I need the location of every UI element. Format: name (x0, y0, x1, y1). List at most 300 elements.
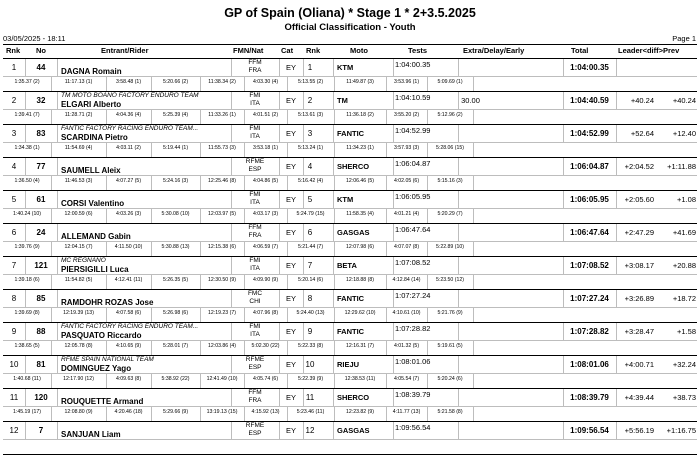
federation: FFM (248, 224, 262, 231)
race-number: 61 (36, 195, 46, 204)
category-rank: 4 (307, 162, 313, 171)
column-divider (393, 389, 394, 406)
motorcycle: KTM (337, 195, 354, 204)
col-no: No (36, 46, 46, 55)
rank: 9 (11, 327, 17, 336)
column-divider (57, 191, 58, 208)
nationality: FRA (248, 397, 262, 404)
split-time: 5:22.33 (8) (297, 343, 324, 349)
column-divider (563, 224, 564, 241)
category: EY (285, 261, 296, 270)
column-divider (57, 422, 58, 439)
category-rank: 7 (307, 261, 313, 270)
fmn-nat (231, 224, 279, 240)
leader-diff: +2:04.52 (624, 162, 654, 171)
split-time: 3:53.18 (1) (252, 145, 279, 151)
fmn-nat (231, 323, 279, 339)
split-column-divider (334, 242, 335, 256)
column-divider (458, 323, 459, 340)
category-rank: 1 (307, 63, 313, 72)
rank: 12 (9, 426, 19, 435)
split-time: 12:41.49 (10) (206, 376, 238, 382)
split-time: 5:19.61 (5) (437, 343, 463, 349)
column-divider (458, 257, 459, 274)
split-time: 12:19.23 (7) (208, 310, 236, 316)
category: EY (285, 228, 296, 237)
column-divider (563, 356, 564, 373)
split-column-divider (287, 143, 288, 157)
nationality: ESP (248, 430, 262, 437)
race-number: 85 (36, 294, 46, 303)
column-divider (333, 59, 334, 76)
split-time: 4:09.63 (8) (115, 376, 142, 382)
split-time: 5:09.69 (1) (437, 79, 463, 85)
split-time: 4:02.05 (6) (393, 178, 420, 184)
split-time: 5:02.30 (22) (251, 343, 280, 349)
column-divider (57, 224, 58, 241)
split-column-divider (287, 209, 288, 223)
split-column-divider (334, 77, 335, 91)
category-rank: 10 (305, 360, 315, 369)
column-divider (616, 125, 617, 142)
team-name: TM MOTO BOANO FACTORY ENDURO TEAM (61, 92, 199, 99)
split-time: 5:22.39 (9) (297, 376, 324, 382)
column-divider (616, 389, 617, 406)
split-divider (3, 406, 697, 407)
motorcycle: GASGAS (337, 426, 370, 435)
column-divider (333, 125, 334, 142)
split-time: 5:26.35 (5) (162, 277, 189, 283)
split-column-divider (151, 143, 152, 157)
race-number: 77 (36, 162, 46, 171)
split-time: 5:16.42 (4) (297, 178, 324, 184)
split-time: 1:40.24 (10) (13, 211, 41, 217)
tests-time: 1:09:56.54 (395, 423, 431, 432)
prev-diff: +1.08 (677, 195, 696, 204)
split-time: 12:38.53 (11) (344, 376, 376, 382)
rider-name: SAUMELL Aleix (61, 166, 121, 175)
federation: FMI (249, 257, 261, 264)
leader-diff: +3:28.47 (624, 327, 654, 336)
split-time: 5:30.88 (13) (161, 244, 190, 250)
split-time: 5:24.16 (3) (162, 178, 189, 184)
split-time: 1:45.19 (17) (13, 409, 41, 415)
rank: 3 (11, 129, 17, 138)
split-time: 5:19.44 (1) (162, 145, 189, 151)
split-time: 4:07.96 (8) (252, 310, 279, 316)
split-time: 5:21.58 (8) (437, 409, 463, 415)
split-column-divider (386, 407, 387, 421)
split-column-divider (51, 308, 52, 322)
column-divider (57, 125, 58, 142)
page-title: GP of Spain (Oliana) * Stage 1 * 2+3.5.2025 (224, 6, 476, 20)
split-column-divider (244, 176, 245, 190)
rider-name: DAGNA Romain (61, 67, 122, 76)
split-column-divider (106, 242, 107, 256)
leader-diff: +4:39.44 (624, 393, 654, 402)
split-time: 5:20.24 (6) (437, 376, 463, 382)
column-divider (616, 257, 617, 274)
split-column-divider (151, 308, 152, 322)
split-time: 4:15.92 (13) (251, 409, 280, 415)
split-time: 4:10.65 (9) (115, 343, 142, 349)
column-divider (393, 290, 394, 307)
motorcycle: BETA (337, 261, 357, 270)
split-time: 1:39.18 (6) (14, 277, 40, 283)
split-time: 5:28.06 (15) (436, 145, 464, 151)
race-number: 44 (36, 63, 46, 72)
column-divider (333, 356, 334, 373)
split-column-divider (287, 374, 288, 388)
rank: 6 (11, 228, 17, 237)
split-column-divider (473, 77, 474, 91)
split-time: 5:24.79 (15) (296, 211, 325, 217)
split-time: 4:07.07 (8) (393, 244, 420, 250)
category: EY (285, 426, 296, 435)
federation: FMI (249, 92, 261, 99)
page-number: Page 1 (672, 34, 696, 43)
motorcycle: FANTIC (337, 294, 365, 303)
nationality: FRA (248, 232, 262, 239)
split-time: 11:17.13 (1) (64, 79, 93, 85)
split-time: 4:09.90 (9) (252, 277, 279, 283)
prev-diff: +1:16.75 (666, 426, 696, 435)
split-time: 3:58.48 (1) (115, 79, 142, 85)
split-divider (3, 340, 697, 341)
split-time: 12:29.62 (10) (344, 310, 376, 316)
motorcycle: TM (337, 96, 348, 105)
column-divider (458, 389, 459, 406)
federation: FMI (249, 191, 261, 198)
split-column-divider (287, 308, 288, 322)
nationality: ITA (250, 265, 260, 272)
tests-time: 1:04:00.35 (395, 60, 431, 69)
split-time: 12:18.88 (8) (346, 277, 374, 283)
team-name: FANTIC FACTORY RACING ENDURO TEAM... (61, 323, 199, 330)
split-time: 1:38.65 (5) (14, 343, 40, 349)
split-column-divider (244, 143, 245, 157)
table-row (3, 224, 697, 257)
split-column-divider (287, 275, 288, 289)
split-column-divider (473, 176, 474, 190)
fmn-nat (231, 356, 279, 372)
split-column-divider (386, 77, 387, 91)
split-column-divider (427, 143, 428, 157)
split-column-divider (386, 143, 387, 157)
fmn-nat (231, 389, 279, 405)
split-column-divider (51, 143, 52, 157)
split-time: 4:20.46 (18) (114, 409, 143, 415)
column-divider (333, 257, 334, 274)
split-column-divider (151, 374, 152, 388)
split-time: 5:20.29 (7) (437, 211, 463, 217)
split-column-divider (51, 176, 52, 190)
table-row (3, 158, 697, 191)
column-divider (333, 92, 334, 109)
split-column-divider (244, 242, 245, 256)
table-header (3, 45, 697, 59)
rider-name: SANJUAN Liam (61, 430, 121, 439)
race-number: 24 (36, 228, 46, 237)
column-divider (458, 158, 459, 175)
split-column-divider (151, 275, 152, 289)
col-fmn: FMN/Nat (233, 46, 264, 55)
column-divider (563, 125, 564, 142)
split-time: 4:04.86 (5) (252, 178, 279, 184)
split-time: 12:17.90 (12) (63, 376, 94, 382)
table-row (3, 257, 697, 290)
split-column-divider (386, 209, 387, 223)
split-column-divider (473, 110, 474, 124)
split-column-divider (51, 407, 52, 421)
split-column-divider (244, 110, 245, 124)
split-column-divider (287, 341, 288, 355)
column-divider (393, 257, 394, 274)
split-column-divider (427, 374, 428, 388)
split-column-divider (386, 176, 387, 190)
team-name: RFME SPAIN NATIONAL TEAM (61, 356, 154, 363)
split-time: 12:03.86 (4) (208, 343, 236, 349)
motorcycle: FANTIC (337, 327, 365, 336)
rider-name: ROUQUETTE Armand (61, 397, 144, 406)
split-divider (3, 439, 697, 440)
split-time: 4:12.84 (14) (392, 277, 421, 283)
split-time: 1:39.69 (8) (14, 310, 40, 316)
split-divider (3, 109, 697, 110)
rank: 2 (11, 96, 17, 105)
split-column-divider (244, 374, 245, 388)
split-column-divider (151, 209, 152, 223)
column-divider (563, 92, 564, 109)
split-column-divider (334, 308, 335, 322)
split-time: 4:03.30 (4) (252, 79, 279, 85)
split-time: 11:58.35 (4) (346, 211, 374, 217)
split-column-divider (473, 407, 474, 421)
tests-time: 1:08:39.79 (395, 390, 431, 399)
split-time: 5:20.66 (2) (162, 79, 189, 85)
prev-diff: +41.69 (672, 228, 696, 237)
split-column-divider (244, 209, 245, 223)
column-divider (563, 257, 564, 274)
column-divider (333, 191, 334, 208)
split-column-divider (386, 374, 387, 388)
leader-diff: +52.64 (630, 129, 654, 138)
split-divider (3, 307, 697, 308)
table-row (3, 92, 697, 125)
federation: FMC (247, 290, 263, 297)
split-time: 5:20.14 (6) (297, 277, 324, 283)
total-time: 1:06:04.87 (570, 162, 609, 171)
split-time: 5:12.96 (2) (437, 112, 463, 118)
split-time: 5:30.08 (10) (161, 211, 190, 217)
column-divider (57, 389, 58, 406)
page-subtitle: Official Classification - Youth (284, 22, 416, 33)
category: EY (285, 294, 296, 303)
federation: FFM (248, 59, 262, 66)
rank: 7 (11, 261, 17, 270)
split-time: 4:01.32 (5) (393, 343, 420, 349)
col-rnk2: Rnk (306, 46, 321, 55)
split-column-divider (386, 110, 387, 124)
split-column-divider (287, 110, 288, 124)
split-column-divider (427, 275, 428, 289)
column-divider (616, 422, 617, 439)
column-divider (458, 290, 459, 307)
split-time: 12:19.39 (13) (63, 310, 94, 316)
motorcycle: SHERCO (337, 162, 370, 171)
split-time: 4:03.11 (2) (116, 145, 141, 151)
split-time: 1:35.37 (2) (14, 79, 40, 85)
split-time: 5:38.92 (22) (161, 376, 190, 382)
split-time: 3:57.93 (3) (393, 145, 420, 151)
prev-diff: +1.58 (677, 327, 696, 336)
split-column-divider (200, 143, 201, 157)
split-column-divider (244, 341, 245, 355)
race-number: 7 (38, 426, 44, 435)
split-column-divider (151, 176, 152, 190)
column-divider (333, 158, 334, 175)
column-divider (57, 158, 58, 175)
split-column-divider (106, 275, 107, 289)
split-time: 12:03.97 (5) (208, 211, 236, 217)
split-column-divider (427, 341, 428, 355)
split-column-divider (334, 374, 335, 388)
rider-name: PASQUATO Riccardo (61, 331, 142, 340)
column-divider (458, 191, 459, 208)
split-time: 5:23.50 (12) (436, 277, 464, 283)
split-divider (3, 208, 697, 209)
federation: RFME (245, 422, 265, 429)
split-column-divider (244, 308, 245, 322)
split-time: 11:55.73 (3) (208, 145, 236, 151)
split-time: 12:08.80 (9) (64, 409, 93, 415)
split-column-divider (51, 77, 52, 91)
column-divider (616, 92, 617, 109)
category: EY (285, 129, 296, 138)
split-time: 5:13.24 (1) (297, 145, 324, 151)
column-divider (393, 125, 394, 142)
federation: FFM (248, 389, 262, 396)
split-column-divider (200, 374, 201, 388)
split-time: 1:34.38 (1) (14, 145, 40, 151)
split-time: 11:49.87 (3) (346, 79, 374, 85)
col-rider: Entrant/Rider (101, 46, 149, 55)
fmn-nat (231, 125, 279, 141)
column-divider (333, 224, 334, 241)
prev-diff: +40.24 (672, 96, 696, 105)
split-column-divider (106, 209, 107, 223)
split-time: 1:39.76 (9) (14, 244, 40, 250)
split-time: 4:03.26 (3) (115, 211, 142, 217)
leader-diff: +3:08.17 (624, 261, 654, 270)
prev-diff: +1:11.88 (667, 162, 696, 171)
leader-diff: +4:00.71 (624, 360, 654, 369)
split-column-divider (200, 341, 201, 355)
split-time: 4:01.51 (2) (252, 112, 279, 118)
column-divider (57, 59, 58, 76)
split-column-divider (151, 242, 152, 256)
split-column-divider (334, 143, 335, 157)
prev-diff: +32.24 (672, 360, 696, 369)
category: EY (285, 96, 296, 105)
category: EY (285, 360, 296, 369)
split-column-divider (151, 110, 152, 124)
split-column-divider (106, 374, 107, 388)
report-date: 03/05/2025 - 18:11 (3, 34, 66, 43)
federation: FMI (249, 323, 261, 330)
split-column-divider (427, 209, 428, 223)
table-row (3, 290, 697, 323)
fmn-nat (231, 92, 279, 108)
rank: 8 (11, 294, 17, 303)
split-time: 12:30.50 (9) (208, 277, 236, 283)
column-divider (333, 389, 334, 406)
leader-diff: +5:56.19 (624, 426, 654, 435)
fmn-nat (231, 191, 279, 207)
tests-time: 1:07:08.52 (395, 258, 431, 267)
split-column-divider (427, 407, 428, 421)
column-divider (57, 257, 58, 274)
column-divider (616, 191, 617, 208)
tests-time: 1:06:47.64 (395, 225, 431, 234)
split-time: 4:05.74 (6) (252, 376, 279, 382)
column-divider (458, 422, 459, 439)
rider-name: PIERSIGILLI Luca (61, 265, 129, 274)
split-column-divider (244, 275, 245, 289)
leader-diff: +2:05.60 (624, 195, 654, 204)
split-column-divider (200, 275, 201, 289)
split-column-divider (427, 176, 428, 190)
split-column-divider (51, 374, 52, 388)
column-divider (458, 125, 459, 142)
split-divider (3, 142, 697, 143)
split-column-divider (106, 407, 107, 421)
fmn-nat (231, 422, 279, 438)
leader-diff: +3:26.89 (624, 294, 654, 303)
rank: 4 (11, 162, 17, 171)
nationality: ESP (248, 166, 262, 173)
extra-time: 30.00 (461, 96, 480, 105)
fmn-nat (231, 59, 279, 75)
split-time: 11:28.71 (2) (64, 112, 93, 118)
column-divider (616, 323, 617, 340)
tests-time: 1:06:05.95 (395, 192, 431, 201)
split-column-divider (244, 407, 245, 421)
race-number: 88 (36, 327, 46, 336)
split-column-divider (106, 308, 107, 322)
split-time: 1:39.41 (7) (14, 112, 40, 118)
total-time: 1:09:56.54 (570, 426, 609, 435)
nationality: CHI (249, 298, 261, 305)
split-column-divider (427, 77, 428, 91)
split-time: 5:28.01 (7) (162, 343, 189, 349)
column-divider (616, 224, 617, 241)
tests-time: 1:04:10.59 (395, 93, 431, 102)
classification-table (3, 44, 697, 455)
table-row (3, 356, 697, 389)
rank: 10 (9, 360, 19, 369)
category-rank: 8 (307, 294, 313, 303)
split-column-divider (386, 308, 387, 322)
column-divider (57, 356, 58, 373)
split-column-divider (334, 209, 335, 223)
table-row (3, 191, 697, 224)
split-time: 5:26.98 (6) (162, 310, 189, 316)
column-divider (458, 59, 459, 76)
column-divider (563, 323, 564, 340)
split-column-divider (287, 77, 288, 91)
split-time: 12:05.78 (8) (64, 343, 93, 349)
